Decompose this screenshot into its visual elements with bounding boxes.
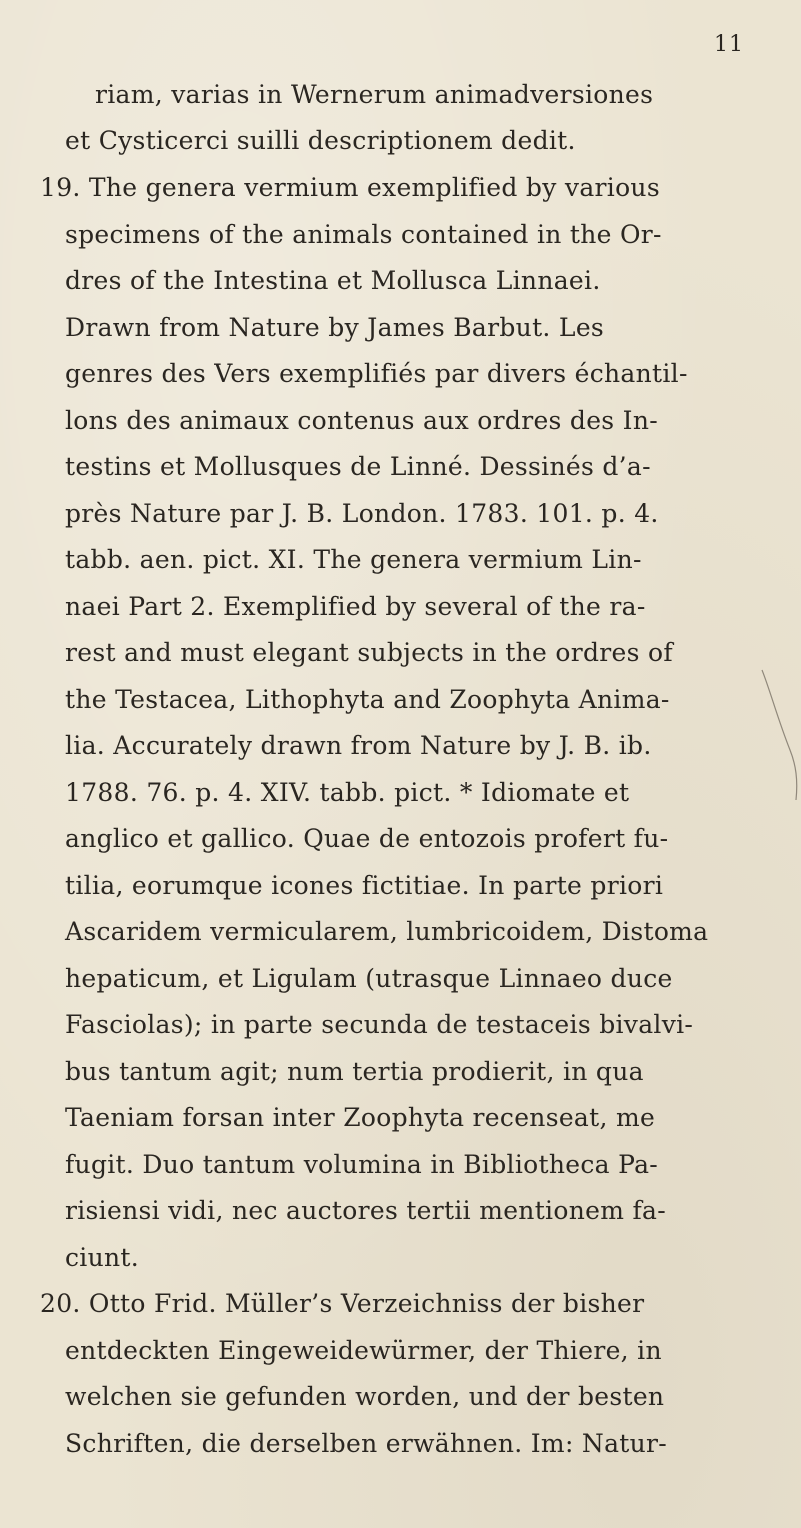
text-line: riam, varias in Wernerum animadversiones bbox=[95, 80, 654, 109]
text-line: lons des animaux contenus aux ordres des In- bbox=[65, 406, 659, 435]
text-line: Drawn from Nature by James Barbut. Les bbox=[65, 313, 605, 342]
text-line: specimens of the animals contained in the Or- bbox=[65, 220, 662, 249]
text-line: ciunt. bbox=[65, 1243, 139, 1272]
text-line: fugit. Duo tantum volumina in Bibliotheca Pa- bbox=[65, 1150, 659, 1179]
text-line: rest and must elegant subjects in the ordres of bbox=[65, 638, 673, 667]
text-line: the Testacea, Lithophyta and Zoophyta Anima- bbox=[65, 685, 670, 714]
text-line: genres des Vers exemplifiés par divers échantil- bbox=[65, 359, 688, 388]
text-line: 20. Otto Frid. Müller’s Verzeichniss der bisher bbox=[40, 1289, 645, 1318]
text-line: naei Part 2. Exemplified by several of the ra- bbox=[65, 592, 646, 621]
text-line: Schriften, die derselben erwähnen. Im: Natur- bbox=[65, 1429, 668, 1458]
margin-pencil-mark bbox=[760, 650, 800, 850]
text-line: 19. The genera vermium exemplified by various bbox=[40, 173, 660, 202]
text-line: près Nature par J. B. London. 1783. 101. p. 4. bbox=[65, 499, 659, 528]
text-line: bus tantum agit; num tertia prodierit, in qua bbox=[65, 1057, 644, 1086]
text-line: entdeckten Eingeweidewürmer, der Thiere, in bbox=[65, 1336, 662, 1365]
text-line: anglico et gallico. Quae de entozois profert fu- bbox=[65, 824, 669, 853]
text-line: 1788. 76. p. 4. XIV. tabb. pict. * Idiomate et bbox=[65, 778, 630, 807]
text-line: Taeniam forsan inter Zoophyta recenseat, me bbox=[65, 1103, 656, 1132]
text-line: welchen sie gefunden worden, und der besten bbox=[65, 1382, 665, 1411]
text-line: Fasciolas); in parte secunda de testaceis bivalvi- bbox=[65, 1010, 694, 1039]
text-line: et Cysticerci suilli descriptionem dedit. bbox=[65, 126, 576, 155]
text-line: hepaticum, et Ligulam (utrasque Linnaeo duce bbox=[65, 964, 673, 993]
text-line: tilia, eorumque icones fictitiae. In parte priori bbox=[65, 871, 664, 900]
page-number: 11 bbox=[714, 32, 744, 57]
text-line: testins et Mollusques de Linné. Dessinés d’a- bbox=[65, 452, 651, 481]
text-line: risiensi vidi, nec auctores tertii mentionem fa- bbox=[65, 1196, 666, 1225]
text-line: dres of the Intestina et Mollusca Linnaei. bbox=[65, 266, 601, 295]
text-line: Ascaridem vermicularem, lumbricoidem, Distoma bbox=[65, 917, 709, 946]
text-line: lia. Accurately drawn from Nature by J. B. ib. bbox=[65, 731, 652, 760]
text-line: tabb. aen. pict. XI. The genera vermium Lin- bbox=[65, 545, 642, 574]
